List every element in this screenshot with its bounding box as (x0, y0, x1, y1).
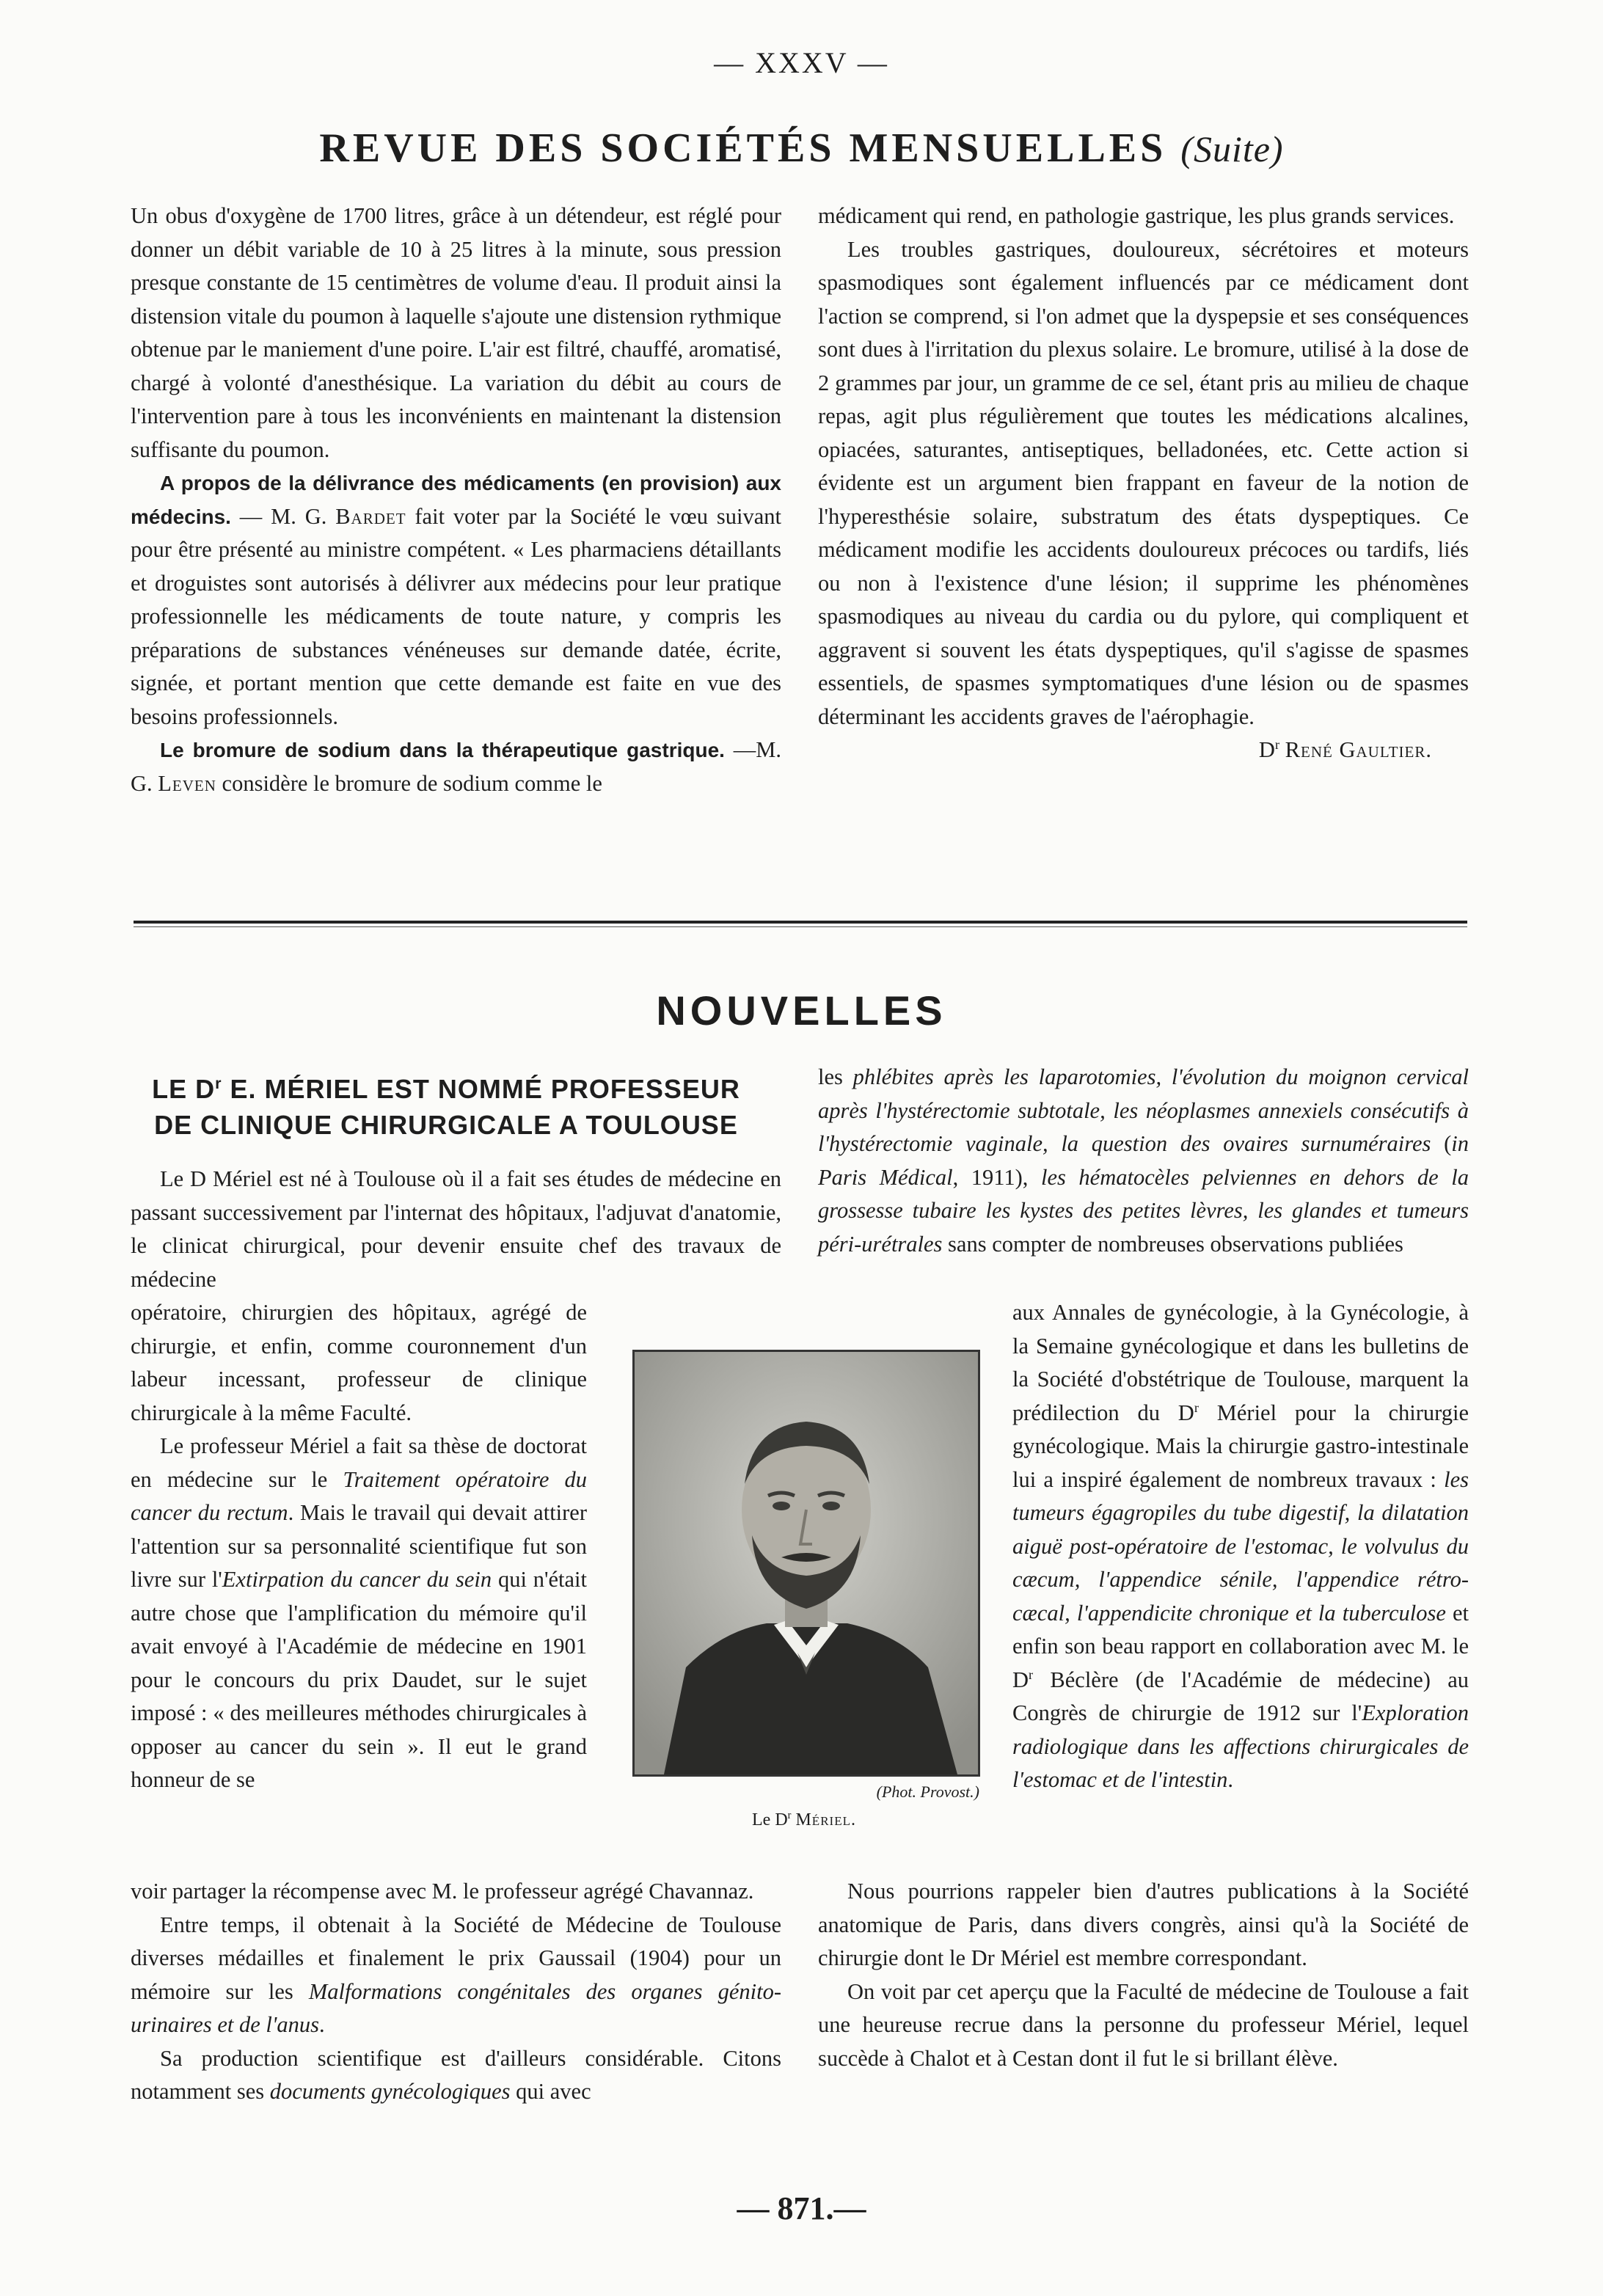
text-run: Béclère (de l'Académie de médecine) au Congrès de chirurgie de 1912 sur l' (1012, 1667, 1469, 1725)
author-name: Leven (158, 770, 216, 796)
nouvelles-column-right-narrow (1012, 1296, 1469, 1797)
section-divider-thin (134, 926, 1467, 927)
page-number: — 871.— (737, 2190, 866, 2226)
nouvelles-column-left-narrow (131, 1296, 587, 1797)
text-run: qui n'était autre chose que l'amplification du mémoire qu'il avait envoyé à l'Académie de médecine en 1901 pour le concours du prix Daudet, sur le sujet imposé : « des meilleures méthodes chirurgicales à opposer au cancer du sein ». Il eut le grand honneur de se (131, 1567, 588, 1792)
revue-column-right (818, 200, 1469, 767)
journal-name: in Paris Médical (818, 1131, 1469, 1190)
portrait-photo (632, 1350, 980, 1777)
works-list: les tumeurs égagropiles du tube digestif, la dilatation aiguë post-opératoire de l'estomac, le volvulus du cæcum, l'appendice sénile, l'appendice rétro-cæcal, l'appendicite chronique et la tuberculose (1012, 1466, 1469, 1626)
section-title-nouvelles: NOUVELLES (656, 987, 947, 1034)
article-paragraph-2-end: voir partager la récompense avec M. le professeur agrégé Chavannaz. (131, 1879, 754, 1904)
paragraph-lead: Le bromure de sodium dans la thérapeutique gastrique. (160, 739, 725, 761)
caption-name: Mériel. (795, 1810, 856, 1829)
report-title: Exploration radiologique dans les affections chirurgicales de l'estomac et de l'intestin (1012, 1700, 1469, 1792)
headline-part: LE D (152, 1074, 216, 1104)
text-run: les (818, 1064, 853, 1089)
text-run: Mériel pour la chirurgie gynécologique. Mais la chirurgie gastro-intestinale lui a inspiré également de nombreux travaux : (1012, 1400, 1469, 1492)
paragraph-body: fait voter par la Société le vœu suivant pour être présenté au ministre compétent. « Les pharmaciens détaillants et droguistes sont autorisés à délivrer aux médecins pour leur pratique professionnelle les médicaments de toute nature, y compris les préparations de substances vénéneuses sur demande datée, écrite, signée, et portant mention que cette demande est faite en vue des besoins professionnels. (131, 503, 781, 729)
photo-credit: (Phot. Provost.) (876, 1783, 979, 1801)
article-headline (131, 1071, 762, 1143)
text-run: . (1227, 1767, 1234, 1792)
photo-caption (632, 1810, 976, 1830)
documents-title: documents gynécologiques (269, 2079, 511, 2104)
revue-paragraph-bromure (131, 734, 781, 800)
paragraph-lead: A propos de la délivrance des médicaments (en provision) aux médecins. (131, 472, 781, 528)
revue-paragraph-continuation: médicament qui rend, en pathologie gastrique, les plus grands services. (818, 203, 1455, 228)
section-title-revue (0, 125, 1603, 172)
text-run: . Mais le travail qui devait attirer l'attention sur sa personnalité scientifique fut son livre sur l' (131, 1500, 587, 1592)
dash: — M. G. (230, 503, 336, 529)
section-title-suffix: (Suite) (1180, 128, 1284, 169)
article-paragraph-3 (131, 1909, 781, 2042)
text-run: Entre temps, il obtenait à la Société de Médecine de Toulouse diverses médailles et finalement le prix Gaussail (1904) pour un mémoire sur les (131, 1912, 781, 2004)
text-run: et enfin son beau rapport en collaboration avec M. le D (1012, 1600, 1469, 1692)
works-list: phlébites après les laparotomies, l'évolution du moignon cervical après l'hystérectomie subtotale, les néoplasmes annexiels consécutifs à l'hystérectomie vaginale, la question des ovaires surnuméraires (818, 1064, 1469, 1156)
revue-paragraph-oxygen: Un obus d'oxygène de 1700 litres, grâce à un détendeur, est réglé pour donner un débit variable de 10 à 25 litres à la minute, sous pression presque constante de 15 centimètres de volume d'eau. Il produit ainsi la distension vitale du poumon à laquelle s'ajoute une distension rythmique obtenue par le maniement d'une poire. L'air est filtré, chauffé, aromatisé, chargé à volonté d'anesthésique. La variation du débit au cours de l'intervention pare à tous les inconvénients en maintenant la distension suffisante du poumon. (131, 203, 781, 462)
signature-name: René Gaultier. (1285, 737, 1432, 762)
article-paragraph-7: On voit par cet aperçu que la Faculté de médecine de Toulouse a fait une heureuse recrue dans la personne du professeur Mériel, lequel succède à Chalot et à Cestan dont il fut le si brillant élève. (818, 1978, 1469, 2071)
text-run: Le professeur Mériel a fait sa thèse de doctorat en médecine sur le (131, 1433, 587, 1492)
page-header-number: — XXXV — (714, 46, 889, 79)
portrait-illustration (635, 1352, 978, 1774)
revue-paragraph-delivrance (131, 467, 781, 734)
dash: —M. G. (131, 737, 782, 796)
text-run: aux Annales de gynécologie, à la Gynécologie, à la Semaine gynécologique et dans les bulletins de la Société d'obstétrique de Toulouse, marquent la prédilection du D (1012, 1300, 1469, 1425)
section-divider (134, 921, 1467, 924)
headline-sup: r (215, 1074, 222, 1092)
article-paragraph-6: Nous pourrions rappeler bien d'autres publications à la Société anatomique de Paris, dans divers congrès, ainsi qu'à la Société de chirurgie dont le Dr Mériel est membre correspondant. (818, 1879, 1469, 1970)
article-paragraph-5-middle (1012, 1296, 1469, 1797)
text-sup: r (1194, 1400, 1199, 1415)
memoir-title: Malformations congénitales des organes génito-urinaires et de l'anus (131, 1978, 781, 2037)
text-run: , 1911), (952, 1164, 1041, 1190)
signature-title: D (1258, 737, 1275, 762)
author-name: Bardet (335, 503, 406, 529)
nouvelles-column-left-bottom (131, 1875, 781, 2109)
text-run: ( (1431, 1131, 1452, 1156)
article-paragraph-1-end: opératoire, chirurgien des hôpitaux, agrégé de chirurgie, et enfin, comme couronnement d'un labeur incessant, professeur de clinique chirurgicale à la même Faculté. (131, 1300, 587, 1425)
caption-title: Le D (752, 1810, 788, 1829)
paragraph-body: considère le bromure de sodium comme le (216, 770, 602, 796)
headline-part: E. MÉRIEL EST NOMMÉ PROFESSEUR DE CLINIQUE CHIRURGICALE A TOULOUSE (154, 1074, 740, 1140)
works-list: les hématocèles pelviennes en dehors de la grossesse tubaire les kystes des petites lèvres, les glandes et tumeurs péri-urétrales (818, 1164, 1469, 1257)
article-paragraph-5-start (818, 1061, 1469, 1261)
article-paragraph-2 (131, 1430, 587, 1797)
nouvelles-column-right-bottom (818, 1875, 1469, 2075)
thesis-title: Traitement opératoire du cancer du rectum (131, 1466, 587, 1525)
caption-sup: r (787, 1810, 792, 1821)
text-run: qui avec (510, 2079, 591, 2104)
revue-paragraph-troubles: Les troubles gastriques, douloureux, sécrétoires et moteurs spasmodiques sont également influencés par ce médicament dont l'action se comprend, si l'on admet que la dyspepsie et ses conséquences sont dues à l'irritation du plexus solaire. Le bromure, utilisé à la dose de 2 grammes par jour, un gramme de ce sel, étant pris au milieu de chaque repas, agit plus régulièrement que toutes les médications alcalines, opiacées, saturantes, antiseptiques, belladonées, etc. Cette action si évidente est un argument bien frappant en faveur de la notion de l'hyperesthésie solaire, substratum des états dyspeptiques. Ce médicament modifie les accidents douloureux précoces ou tardifs, liés ou non à l'existence d'une lésion; il supprime les phénomènes spasmodiques au niveau du cardia ou du pylore, qui compliquent et aggravent si souvent les états dyspeptiques, qu'il s'agisse de spasmes essentiels, de spasmes symptomatiques d'une lésion ou de spasmes déterminant les accidents graves de l'aérophagie. (818, 236, 1469, 729)
book-title: Extirpation du cancer du sein (222, 1567, 492, 1592)
revue-signature (818, 734, 1469, 767)
nouvelles-column-right-top (818, 1061, 1469, 1261)
article-paragraph-4 (131, 2042, 781, 2109)
nouvelles-column-left-top (131, 1163, 781, 1296)
section-title-text: REVUE DES SOCIÉTÉS MENSUELLES (319, 125, 1167, 171)
text-run: Sa production scientifique est d'ailleurs considérable. Citons notamment ses (131, 2045, 781, 2104)
text-run: . (319, 2012, 325, 2037)
article-paragraph-1-start: Le D Mériel est né à Toulouse où il a fait ses études de médecine en passant successivement par l'internat des hôpitaux, l'adjuvat d'anatomie, le clinicat chirurgical, pour devenir ensuite chef des travaux de médecine (131, 1166, 781, 1292)
text-sup: r (1029, 1667, 1034, 1682)
text-run: sans compter de nombreuses observations publiées (942, 1231, 1403, 1257)
signature-sup: r (1274, 736, 1280, 752)
revue-column-left (131, 200, 781, 800)
